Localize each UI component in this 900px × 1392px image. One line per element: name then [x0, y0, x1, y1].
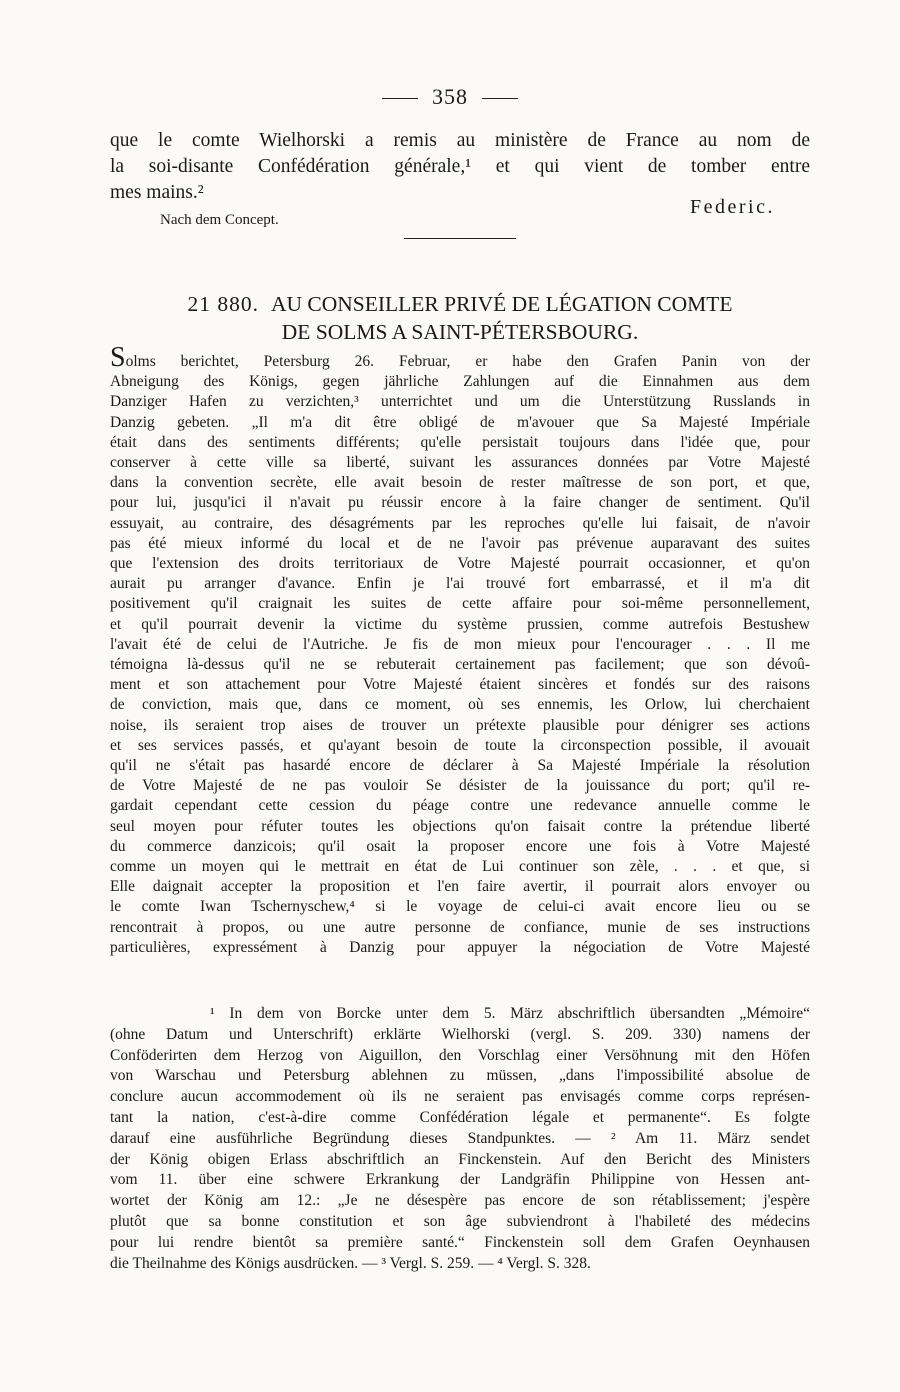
footnote-line: vom 11. über eine schwere Erkrankung der Landgräfin Philippine von Hessen ant-	[110, 1171, 810, 1189]
body-line: particulières, expressément à Danzig pour appuyer la négociation de Votre Majesté	[110, 938, 810, 956]
footnote-line: tant la nation, c'est-à-dire comme Confédération légale et permanente“. Es folgte	[110, 1108, 810, 1126]
body-line: du commerce danzicois; qu'il osait la proposer encore une fois à Votre Majesté	[110, 837, 810, 855]
footnote-line: Conföderirten dem Herzog von Aiguillon, den Vorschlag einer Versöhnung mit den Höfen	[110, 1046, 810, 1064]
footnote-line: pour lui rendre bientôt sa première santé.“ Finckenstein soll dem Grafen Oeynhausen	[110, 1233, 810, 1251]
source-note: Nach dem Concept.	[160, 212, 279, 228]
body-line: positivement qu'il craignait les suites de cette affaire pour soi-même personnellement,	[110, 595, 810, 613]
footnote-line: conclure aucun accommodement où ils ne seraient pas envisagés comme corps représen-	[110, 1088, 810, 1106]
body-line: était dans des sentiments différents; qu'elle persistait toujours dans l'idée que, pour	[110, 433, 810, 451]
footnote-line: von Warschau und Petersburg ablehnen zu müssen, „dans l'impossibilité absolue de	[110, 1067, 810, 1085]
continuation-paragraph	[110, 128, 810, 206]
body-line-text: olms berichtet, Petersburg 26. Februar, er habe den Grafen Panin von der	[125, 353, 810, 370]
document-body	[110, 342, 810, 958]
body-line: rencontrait à propos, ou une autre personne de confiance, munie de ses instructions	[110, 918, 810, 936]
document-title-line-1: AU CONSEILLER PRIVÉ DE LÉGATION COMTE	[270, 292, 733, 316]
body-line: ment et son attachement pour Votre Majesté étaient sincères et fondés sur des raisons	[110, 676, 810, 694]
body-line: pas été mieux informé du local et de ne l'avoir pas prévenue auparavant des suites	[110, 534, 810, 552]
body-line: conserver à cette ville sa liberté, suivant les assurances données par Votre Majesté	[110, 454, 810, 472]
body-line: et qu'il pourrait devenir la victime du système prussien, comme autrefois Bestushew	[110, 615, 810, 633]
header-dash-left	[382, 98, 418, 99]
document-heading	[110, 290, 810, 346]
continuation-line: mes mains.²	[110, 182, 204, 203]
footnote-line: (ohne Datum und Unterschrift) erklärte Wielhorski (vergl. S. 209. 330) namens der	[110, 1025, 810, 1043]
continuation-line: la soi-disante Confédération générale,¹ et qui vient de tomber entre	[110, 156, 810, 177]
document-title-line-2: DE SOLMS A SAINT-PÉTERSBOURG.	[281, 320, 639, 344]
body-line: noise, ils seraient trop aises de trouver un prétexte plausible pour dénigrer ses actions	[110, 716, 810, 734]
footnote-line: ¹ In dem von Borcke unter dem 5. März abschriftlich übersandten „Mémoire“	[210, 1005, 810, 1022]
body-line: dans la convention secrète, elle avait besoin de rester maîtresse de son port, et que,	[110, 474, 810, 492]
body-line: qu'il ne s'était pas hasardé encore de déclarer à Sa Majesté Impériale la résolution	[110, 757, 810, 775]
body-line: et ses services passés, et qu'ayant besoin de toute la circonspection possible, il avouait	[110, 736, 810, 754]
heading-line-1	[110, 290, 810, 318]
body-line: aurait pu arranger d'avance. Enfin je l'ai trouvé fort embarrassé, et il m'a dit	[110, 575, 810, 593]
body-line: Danzig gebeten. „Il m'a dit être obligé de m'avouer que Sa Majesté Impériale	[110, 413, 810, 431]
page-number: 358	[432, 84, 468, 109]
footnote-line: die Theilnahme des Königs ausdrücken. — ³ Vergl. S. 259. — ⁴ Vergl. S. 328.	[110, 1254, 591, 1272]
section-separator	[404, 238, 516, 239]
body-line: seul moyen pour réfuter toutes les objections qu'on faisait contre la prétendue liberté	[110, 817, 810, 835]
body-line: le comte Iwan Tschernyschew,⁴ si le voyage de celui-ci avait encore lieu ou se	[110, 898, 810, 916]
page-number-header	[0, 84, 900, 110]
footnote-line: wortet der König am 12.: „Je ne désespère pas encore de son rétablissement; j'espère	[110, 1192, 810, 1210]
continuation-line: que le comte Wielhorski a remis au ministère de France au nom de	[110, 130, 810, 151]
body-line: Abneigung des Königs, gegen jährliche Zahlungen auf die Einnahmen aus dem	[110, 373, 810, 391]
header-dash-right	[482, 98, 518, 99]
body-line: témoigna là-dessus qu'il ne se rebuterait certainement pas facilement; que son dévoû-	[110, 656, 810, 674]
body-line: de conviction, mais que, dans ce moment, où ses ennemis, les Orlow, lui cherchaient	[110, 696, 810, 714]
body-line: pour lui, jusqu'ici il n'avait pu réussir encore à la faire changer de sentiment. Qu'il	[110, 494, 810, 512]
body-line: Elle daignait accepter la proposition et l'en faire avertir, il pourrait alors envoyer ou	[110, 878, 810, 896]
body-line: que l'extension des droits territoriaux de Votre Majesté pourrait occasionner, et qu'on	[110, 555, 810, 573]
body-line: Danziger Hafen zu verzichten,³ unterrichtet und um die Unterstützung Russlands in	[110, 393, 810, 411]
footnote-line: darauf eine ausführliche Begründung dieses Standpunktes. — ² Am 11. März sendet	[110, 1129, 810, 1147]
footnote-line: der König obigen Erlass abschriftlich an Finckenstein. Auf den Bericht des Ministers	[110, 1150, 810, 1168]
body-line: essuyait, au contraire, des désagréments par les reproches qu'elle lui faisait, de n'avoir	[110, 514, 810, 532]
drop-cap: S	[110, 342, 126, 373]
body-line: l'avait été de celui de l'Autriche. Je fis de mon mieux pour l'encourager . . . Il me	[110, 635, 810, 653]
body-line	[110, 342, 810, 373]
footnotes	[110, 1004, 810, 1274]
document-number: 21 880.	[187, 292, 259, 316]
body-line: gardait cependant cette cession du péage contre une redevance annuelle comme le	[110, 797, 810, 815]
body-line: de Votre Majesté de ne pas vouloir Se désister de la jouissance du port; qu'il re-	[110, 777, 810, 795]
footnote-line: plutôt que sa bonne constitution et son âge subviendront à l'habileté des médecins	[110, 1212, 810, 1230]
body-line: comme un moyen qui le mettrait en état de Lui continuer son zèle, . . . et que, si	[110, 858, 810, 876]
signature: Federic.	[690, 196, 775, 218]
